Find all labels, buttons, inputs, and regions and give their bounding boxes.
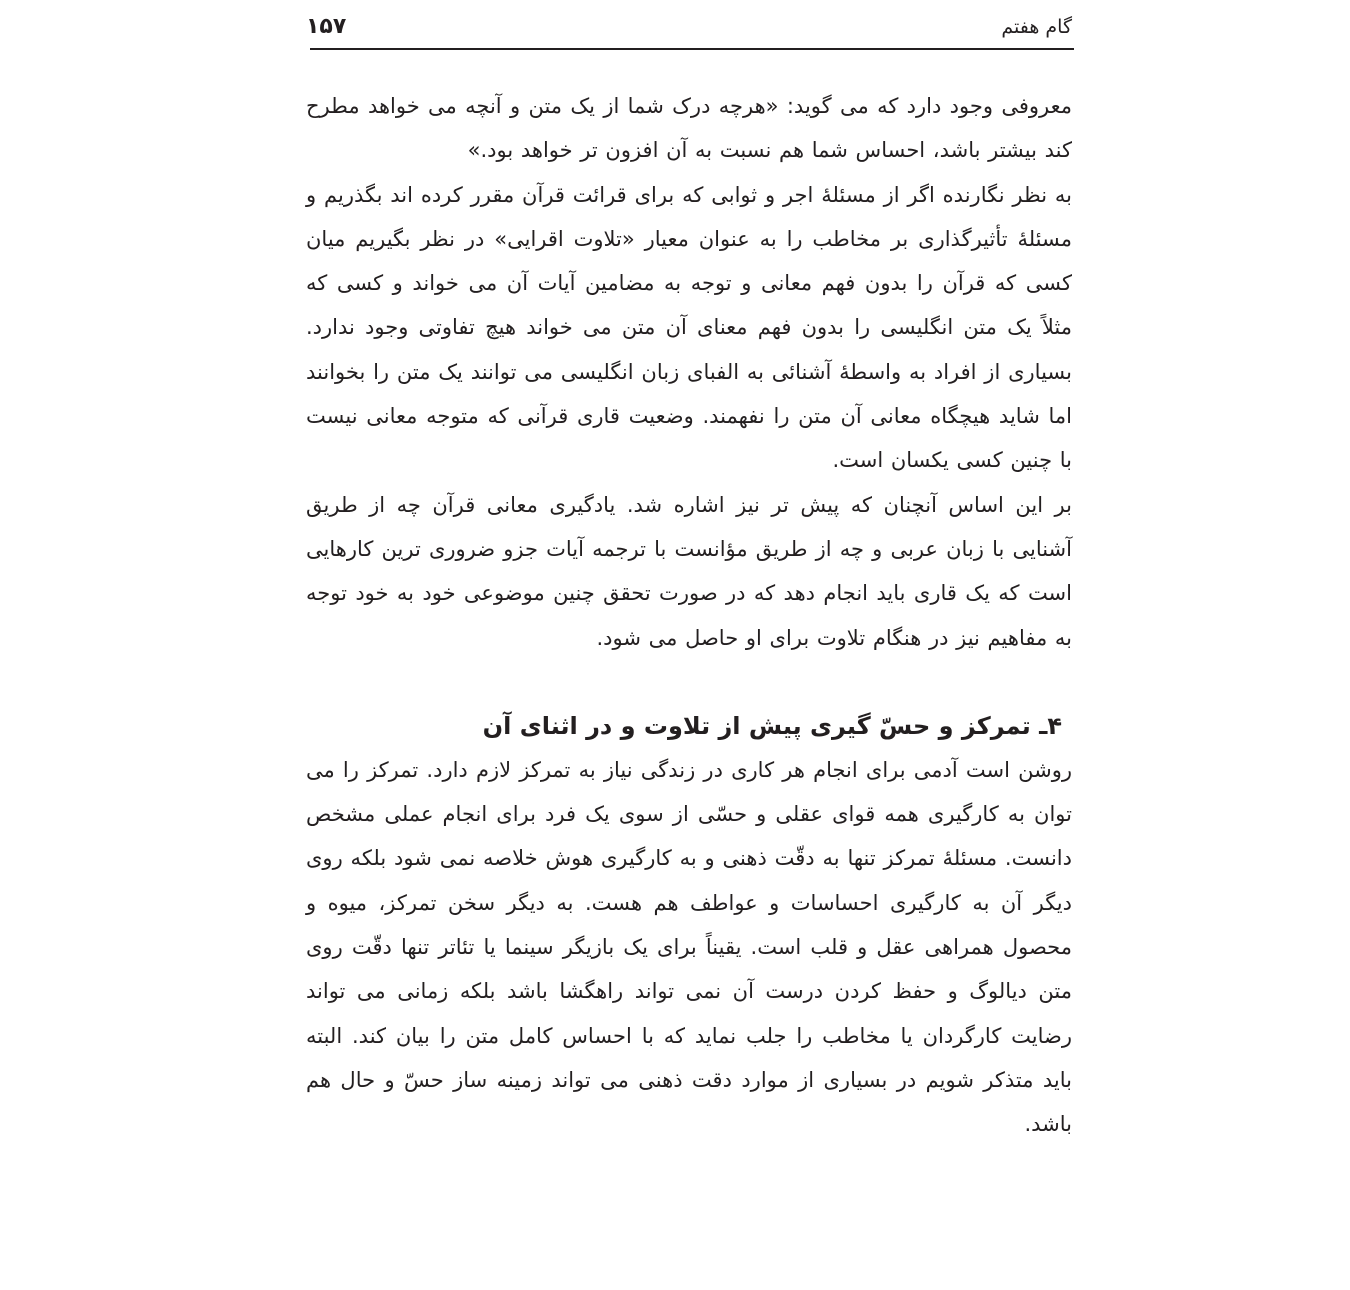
paragraph-quote: معروفی وجود دارد که می گوید: «هرچه درک شما از یک متن و آنچه می خواهد مطرح کند بیشتر باشد، احساس شما هم نسبت به آن افزون تر خواهد بود.» <box>306 94 1072 163</box>
paragraph-author-view: به نظر نگارنده اگر از مسئلۀ اجر و ثوابی که برای قرائت قرآن مقرر کرده اند بگذریم و مسئلۀ تأثیرگذاری بر مخاطب را به عنوان معیار «تلاوت اقرایی» در نظر بگیریم میان کسی که قرآن را بدون فهم معانی و توجه به مضامین آیات آن می خواند و کسی که مثلاً یک متن انگلیسی را بدون فهم معنای آن متن می خواند هیچ تفاوتی وجود ندارد. بسیاری از افراد به واسطۀ آشنائی به الفبای زبان انگلیسی می توانند یک متن را بخوانند اما شاید هیچگاه معانی آن متن را نفهمند. وضعیت قاری قرآنی که متوجه معانی نیست با چنین کسی یکسان است. <box>306 182 1072 473</box>
section-heading: ۴ـ تمرکز و حسّ گیری پیش از تلاوت و در اثنای آن <box>482 711 1062 740</box>
running-header <box>306 10 1072 40</box>
chapter-title: گام هفتم <box>1001 16 1072 38</box>
paragraph-learning-meanings: بر این اساس آنچنان که پیش تر نیز اشاره شد. یادگیری معانی قرآن چه از طریق آشنایی با زبان عربی و چه از طریق مؤانست با ترجمه آیات جزو ضروری ترین کارهایی است که یک قاری باید انجام دهد که در صورت تحقق چنین موضوعی خود به خود توجه به مفاهیم نیز در هنگام تلاوت برای او حاصل می شود. <box>306 492 1072 650</box>
body-text <box>306 84 1072 1147</box>
page-number: ۱۵۷ <box>306 14 347 39</box>
paragraph-concentration: روشن است آدمی برای انجام هر کاری در زندگی نیاز به تمرکز لازم دارد. تمرکز را می توان به کارگیری همه قوای عقلی و حسّی از سوی یک فرد برای انجام عملی مشخص دانست. مسئلۀ تمرکز تنها به دقّت ذهنی و به کارگیری هوش خلاصه نمی شود بلکه روی دیگر آن به کارگیری احساسات و عواطف هم هست. به دیگر سخن تمرکز، میوه و محصول همراهی عقل و قلب است. یقیناً برای یک بازیگر سینما یا تئاتر تنها دقّت روی متن دیالوگ و حفظ کردن درست آن نمی تواند راهگشا باشد بلکه زمانی می تواند رضایت کارگردان یا مخاطب را جلب نماید که با احساس کامل متن را بیان کند. البته باید متذکر شویم در بسیاری از موارد دقت ذهنی می تواند زمینه ساز حسّ و حال هم باشد. <box>306 757 1072 1137</box>
book-page <box>306 0 1072 1290</box>
header-divider <box>310 48 1074 50</box>
